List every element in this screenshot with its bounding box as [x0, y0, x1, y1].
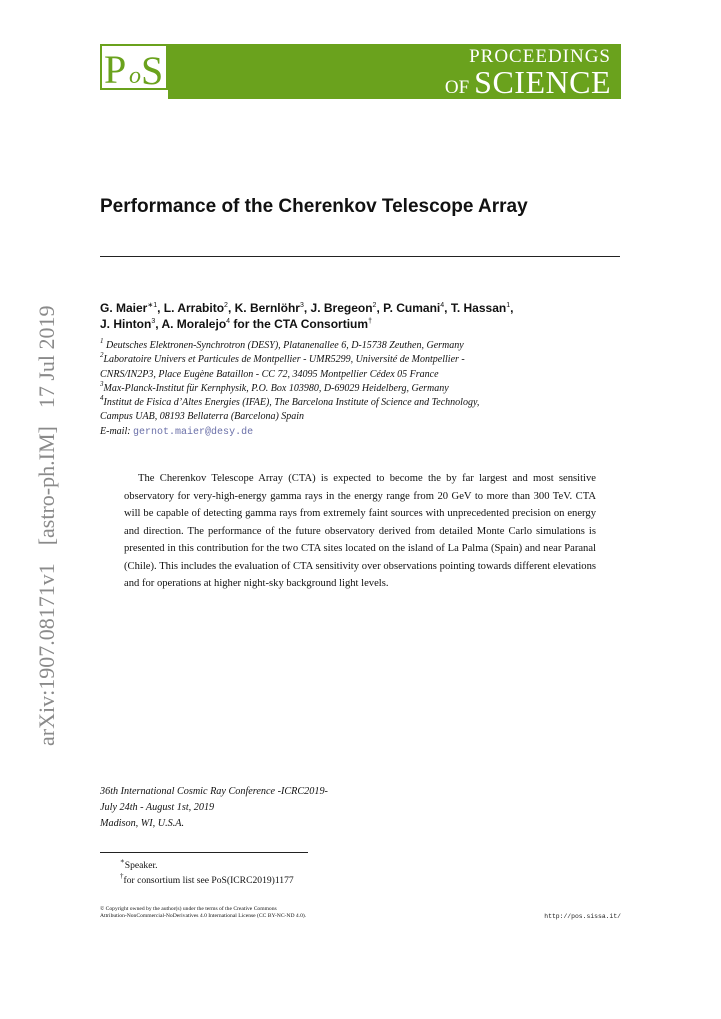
title-rule [100, 256, 620, 257]
affiliation: CNRS/IN2P3, Place Eugène Bataillon - CC 72, 34095 Montpellier Cédex 05 France [100, 368, 439, 380]
svg-text:S: S [141, 48, 164, 90]
author: J. Hinton$^3$, [100, 317, 162, 331]
footnote-speaker: ∗Speaker. [120, 857, 158, 871]
author: K. Bernlöhr$^3$, [234, 301, 311, 315]
affiliation: $^3$Max-Planck-Institut für Kernphysik, P.O. Box 103980, D-69029 Heidelberg, Germany [100, 379, 449, 394]
author: P. Cumani$^4$, [383, 301, 451, 315]
banner-science: SCIENCE [474, 64, 611, 100]
email-label: E-mail: [100, 425, 131, 437]
email-link[interactable]: gernot.maier@desy.de [133, 426, 254, 438]
affiliations [100, 339, 625, 440]
banner-proceedings: PROCEEDINGS [469, 46, 611, 67]
footnote-rule [100, 852, 308, 853]
svg-text:P: P [104, 47, 127, 90]
paper-title: Performance of the Cherenkov Telescope Array [100, 196, 528, 217]
author: L. Arrabito$^2$, [163, 301, 235, 315]
banner-of-science [445, 64, 611, 101]
svg-text:o: o [129, 63, 141, 89]
conference-info [100, 784, 328, 832]
affiliation: $^4$Institut de Fisica d’Altes Energies (IFAE), The Barcelona Institute of Science and Technology, [100, 394, 480, 409]
conference-location: Madison, WI, U.S.A. [100, 818, 185, 829]
copyright-notice: © Copyright owned by the author(s) under the terms of the Creative Commons Attribution-NonCommercial-NoDerivatives 4.0 International License (CC BY-NC-ND 4.0). [100, 906, 307, 919]
author-list [100, 300, 620, 332]
affiliation: $^1$ Deutsches Elektronen-Synchrotron (DESY), Platanenallee 6, D-15738 Zeuthen, Germany [100, 337, 464, 351]
conference-dates: July 24th - August 1st, 2019 [100, 802, 215, 813]
affiliation: $^2$Laboratoire Univers et Particules de Montpellier - UMR5299, Université de Montpellier - [100, 351, 465, 366]
author: A. Moralejo$^4$ [161, 317, 231, 331]
affiliation: Campus UAB, 08193 Bellaterra (Barcelona) Spain [100, 411, 305, 423]
email-line [100, 425, 625, 440]
author: T. Hassan$^1$, [450, 301, 514, 315]
footnote-consortium: †for consortium list see PoS(ICRC2019)1177 [120, 872, 294, 886]
author-consortium: for the CTA Consortium† [233, 317, 372, 331]
abstract: The Cherenkov Telescope Array (CTA) is expected to become the by far largest and most sensitive observatory for very-high-energy gamma rays in the energy range from 20 GeV to more than 300 TeV. CTA will be capable of detecting gamma rays from extremely faint sources with unprecedented precision on energy and direction. The performance of the future observatory derived from detailed Monte Carlo simulations is presented in this contribution for the two CTA sites located on the island of La Palma (Spain) and near Paranal (Chile). This includes the evaluation of CTA sensitivity over observations pointing towards different elevations and for operations at higher night-sky background light levels. [124, 473, 596, 589]
arxiv-category: [astro-ph.IM] [34, 426, 59, 546]
author: J. Bregeon$^2$, [310, 301, 384, 315]
pos-url-link[interactable]: http://pos.sissa.it/ [544, 913, 621, 920]
author: G. Maier$^{∗1}$, [100, 301, 164, 315]
proceedings-banner [168, 44, 621, 99]
arxiv-stamp [34, 287, 60, 746]
pos-logo [100, 44, 168, 90]
arxiv-id: arXiv:1907.08171v1 [34, 563, 59, 746]
banner-of: OF [444, 77, 470, 98]
arxiv-date: 17 Jul 2019 [34, 305, 59, 409]
footnotes [120, 858, 294, 888]
conference-name: 36th International Cosmic Ray Conference -ICRC2019- [100, 786, 328, 797]
